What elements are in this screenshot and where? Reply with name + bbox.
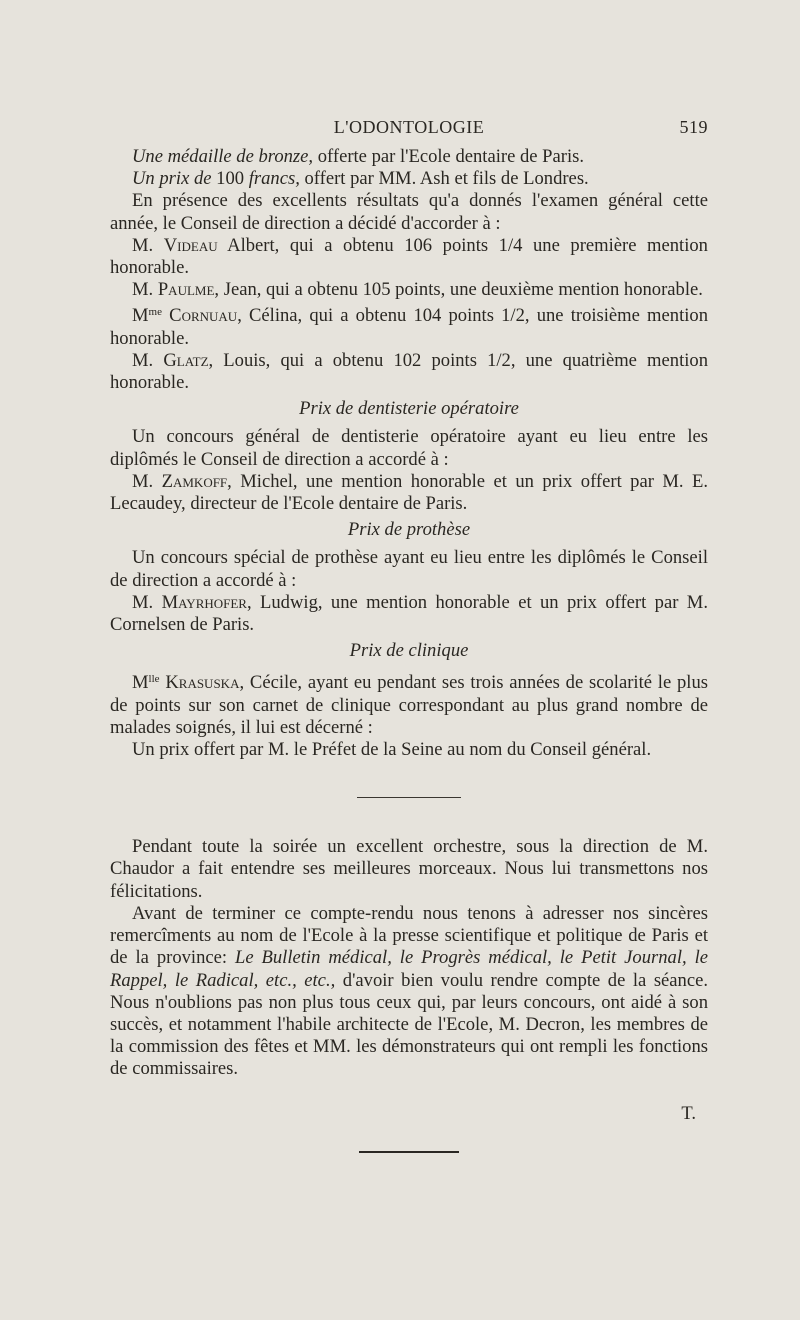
end-rule [359, 1151, 459, 1153]
clinique-winner-title: M [132, 672, 149, 694]
clinique-winner-text: , Cécile, ayant eu pendant ses trois années de scolarité le plus de points sur son carnet de clinique correspondant au plus grand nombre de malades soignés, il lui est décerné : [110, 672, 708, 738]
operatoire-winner [110, 471, 708, 515]
clinique-winner-name: Krasuska [159, 672, 240, 694]
exam-intro-paragraph: En présence des excellents résultats qu'a donnés l'examen général cette année, le Conseil de direction a décidé d'accorder à : [110, 190, 708, 234]
mention-paulme-name: Paulme [157, 279, 215, 301]
mention-paulme-text: , Jean, qui a obtenu 105 points, une deuxième mention honorable. [214, 279, 703, 301]
mention-paulme-title: M. [132, 279, 158, 301]
mention-cornuau-name: Cornuau [162, 305, 238, 327]
running-title: L'ODONTOLOGIE [333, 117, 485, 137]
section-title-operatoire: Prix de dentisterie opératoire [299, 398, 519, 420]
clinique-winner-sup: lle [148, 673, 160, 686]
thanks-intro: Avant de terminer ce compte-rendu nous tenons à adresser nos sincères remercîments au nom de l'Ecole à la presse scientifique et politique de Paris et de la province: [110, 902, 708, 969]
mention-glatz-title: M. [132, 349, 164, 371]
mention-glatz-text: , Louis, qui a obtenu 102 points 1/2, une quatrième mention honorable. [110, 349, 708, 394]
award-prize-text: offert par MM. Ash et fils de Londres. [299, 168, 589, 190]
mention-cornuau [110, 301, 708, 349]
award-prize-amount: 100 [211, 168, 249, 190]
mention-videau-name: Videau [163, 234, 218, 256]
mention-videau [110, 235, 708, 279]
clinique-winner [110, 668, 708, 739]
section-title-clinique: Prix de clinique [349, 640, 469, 662]
prothese-intro: Un concours spécial de prothèse ayant eu lieu entre les diplômés le Conseil de direction a accordé à : [110, 547, 708, 591]
author-signature: T. [681, 1102, 696, 1124]
clinique-prize: Un prix offert par M. le Préfet de la Seine au nom du Conseil général. [132, 739, 652, 761]
prothese-winner-title: M. [132, 591, 162, 613]
prothese-winner [110, 592, 708, 636]
thanks-paragraph [110, 903, 708, 1081]
mention-cornuau-title: M [132, 305, 149, 327]
page-header [110, 112, 708, 138]
award-prize-italic: Un prix de [132, 168, 212, 190]
page-number: 519 [679, 117, 708, 137]
document-page [110, 112, 708, 1153]
section-divider [357, 797, 461, 798]
thanks-rest: d'avoir bien voulu rendre compte de la séance. Nous n'oublions pas non plus tous ceux qui, par leurs concours, ont aidé à son succès, et notamment l'habile architecte de l'Ecole, M. Decron, les membres de la commission des fêtes et MM. les démonstrateurs qui ont rempli les fonctions de commissaires. [110, 969, 709, 1080]
mention-cornuau-sup: me [148, 306, 162, 319]
mention-paulme [110, 279, 708, 301]
prothese-winner-name: Mayrhofer [161, 591, 247, 613]
prothese-winner-text: , Ludwig, une mention honorable et un prix offert par M. Cornelsen de Paris. [110, 591, 708, 636]
orchestra-paragraph: Pendant toute la soirée un excellent orchestre, sous la direction de M. Chaudor a fait entendre ses meilleures morceaux. Nous lui transmettons nos félicitations. [110, 836, 708, 902]
mention-videau-title: M. [132, 234, 164, 256]
operatoire-winner-text: , Michel, une mention honorable et un prix offert par M. E. Lecaudey, directeur de l'Ecole dentaire de Paris. [110, 470, 708, 515]
mention-glatz [110, 350, 708, 394]
thanks-newspapers: Le Bulletin médical, le Progrès médical, le Petit Journal, le Rappel, le Radical, etc., etc., [110, 947, 708, 991]
award-medal-text: offerte par l'Ecole dentaire de Paris. [313, 146, 585, 167]
mention-cornuau-text: , Célina, qui a obtenu 104 points 1/2, une troisième mention honorable. [110, 305, 708, 349]
award-prize [110, 168, 708, 190]
mention-glatz-name: Glatz [163, 349, 209, 371]
award-medal-italic: Une médaille de bronze, [132, 146, 314, 167]
operatoire-winner-name: Zamkoff [161, 470, 228, 492]
award-prize-currency: francs, [248, 168, 300, 190]
operatoire-intro: Un concours général de dentisterie opératoire ayant eu lieu entre les diplômés le Conseil de direction a accordé à : [110, 426, 708, 470]
operatoire-winner-title: M. [132, 470, 162, 492]
section-title-prothese: Prix de prothèse [347, 519, 471, 541]
award-medal [110, 146, 708, 168]
mention-videau-text: Albert, qui a obtenu 106 points 1/4 une première mention honorable. [110, 234, 708, 279]
